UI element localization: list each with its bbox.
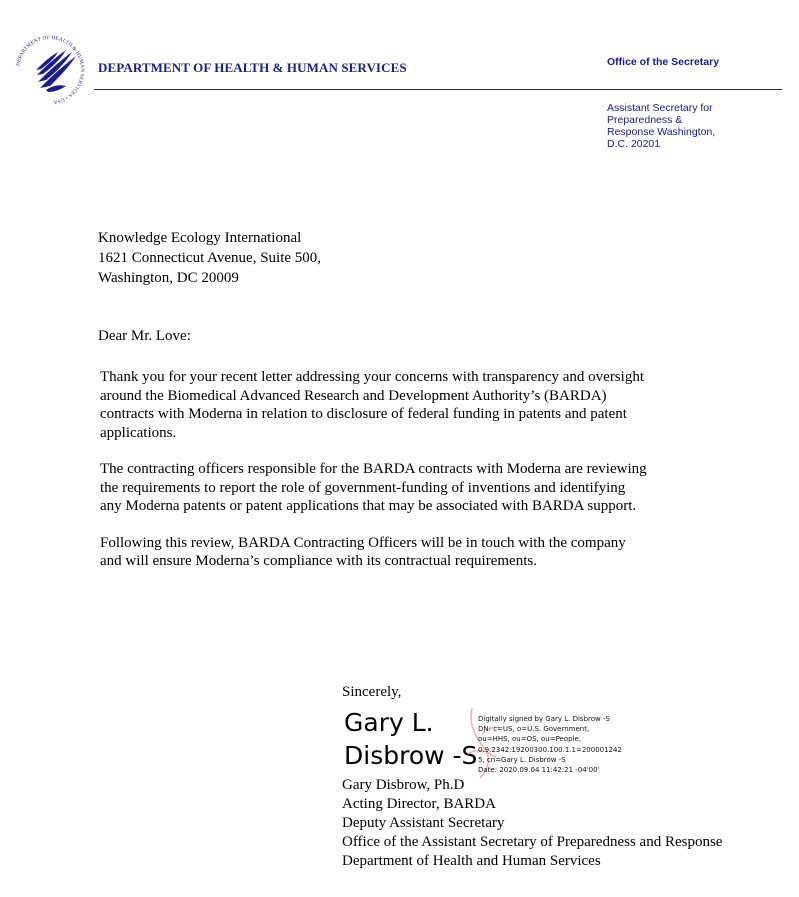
recipient-line: Knowledge Ecology International — [98, 230, 302, 246]
signer-line: Deputy Assistant Secretary — [342, 815, 505, 831]
body-line: The contracting officers responsible for the BARDA contracts with Moderna are reviewing — [100, 461, 647, 477]
recipient-line: Washington, DC 20009 — [98, 270, 239, 286]
salutation: Dear Mr. Love: — [98, 328, 191, 344]
body-line: any Moderna patents or patent applications that may be associated with BARDA support. — [100, 498, 637, 514]
body-paragraph — [100, 368, 700, 442]
signer-line: Acting Director, BARDA — [342, 796, 496, 812]
recipient-address — [98, 228, 321, 288]
signer-line: Gary Disbrow, Ph.D — [342, 777, 465, 793]
signature-detail-line: Digitally signed by Gary L. Disbrow -S — [478, 715, 610, 723]
signature-detail-line: ou=HHS, ou=OS, ou=People, — [478, 735, 582, 744]
svg-text:DEPARTMENT OF HEALTH & HUMAN S — [15, 35, 85, 105]
office-address-line: Assistant Secretary for — [607, 102, 713, 114]
signature-name-line: Gary L. — [344, 708, 434, 737]
body-line: Thank you for your recent letter addressing your concerns with transparency and oversight — [100, 369, 644, 385]
office-address-line: Response Washington, — [607, 126, 716, 138]
recipient-line: 1621 Connecticut Avenue, Suite 500, — [98, 250, 322, 266]
body-line: and will ensure Moderna’s compliance with its contractual requirements. — [100, 553, 537, 569]
hhs-seal-logo — [10, 30, 90, 110]
letter-body — [100, 368, 700, 589]
body-paragraph — [100, 534, 700, 571]
signer-line: Office of the Assistant Secretary of Preparedness and Response — [342, 834, 723, 850]
office-title: Office of the Secretary — [607, 56, 720, 68]
digital-signature-details — [478, 714, 622, 775]
signature-detail-line: 5, cn=Gary L. Disbrow -S — [478, 755, 566, 764]
seal-text: DEPARTMENT OF HEALTH & HUMAN SERVICES • USA — [15, 34, 86, 105]
signature-detail-line: DN: c=US, o=U.S. Government, — [478, 725, 590, 734]
body-line: around the Biomedical Advanced Research and Development Authority’s (BARDA) — [100, 387, 607, 404]
office-address — [607, 102, 747, 150]
body-line: contracts with Moderna in relation to disclosure of federal funding in patents and patent — [100, 406, 627, 422]
department-title: DEPARTMENT OF HEALTH & HUMAN SERVICES — [98, 60, 407, 75]
body-line: the requirements to report the role of government-funding of inventions and identifying — [100, 479, 626, 496]
signature-detail-line: 0.9.2342.19200300.100.1.1=200001242 — [478, 745, 622, 754]
signer-block — [342, 776, 722, 871]
signature-name-line: Disbrow -S — [344, 741, 478, 770]
body-line: applications. — [100, 424, 177, 441]
body-paragraph — [100, 460, 700, 516]
header-divider — [94, 89, 782, 90]
signer-line: Department of Health and Human Services — [342, 853, 601, 869]
closing: Sincerely, — [342, 684, 402, 700]
signature-detail-line: Date: 2020.09.04 11:42:21 -04'00' — [478, 766, 600, 775]
office-address-line: D.C. 20201 — [607, 138, 661, 150]
office-address-line: Preparedness & — [607, 114, 683, 126]
body-line: Following this review, BARDA Contracting Officers will be in touch with the company — [100, 534, 626, 551]
